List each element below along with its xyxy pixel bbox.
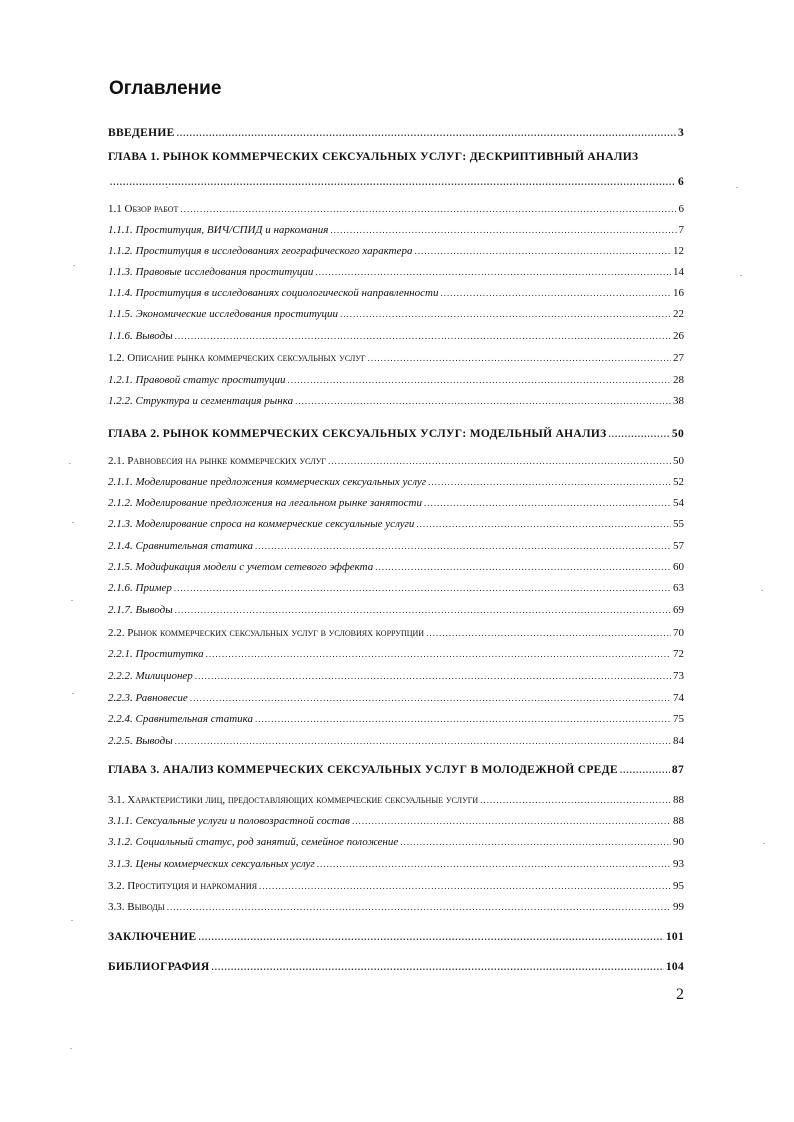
- toc-entry-label: 1.1.2. Проституция в исследованиях географического характера: [108, 245, 413, 257]
- toc-entry-label: ВВЕДЕНИЕ: [108, 127, 175, 139]
- scan-speck: [71, 600, 73, 601]
- dot-leader: [110, 176, 676, 189]
- page-title: Оглавление: [109, 78, 222, 99]
- toc-entry-page: 90: [673, 836, 684, 848]
- toc-entry-label: 2.2.3. Равновесие: [108, 692, 188, 704]
- toc-entry[interactable]: [108, 330, 684, 343]
- toc-entry[interactable]: [108, 245, 684, 258]
- dot-leader: [295, 395, 671, 408]
- toc-entry-label: 2.2.2. Милиционер: [108, 670, 193, 682]
- toc-entry[interactable]: [108, 764, 684, 777]
- toc-entry[interactable]: [108, 308, 684, 321]
- toc-entry-page: 14: [673, 266, 684, 278]
- dot-leader: [198, 931, 663, 944]
- toc-entry-page: 74: [673, 692, 684, 704]
- toc-entry-label: 2.2. Рынок коммерческих сексуальных услуг в условиях коррупции: [108, 627, 425, 639]
- dot-leader: [317, 858, 671, 871]
- dot-leader: [167, 901, 671, 914]
- dot-leader: [206, 648, 671, 661]
- toc-entry-label: 2.1.2. Моделирование предложения на легальном рынке занятости: [108, 497, 422, 509]
- dot-leader: [259, 880, 671, 893]
- toc-entry-page: 27: [673, 352, 684, 364]
- scan-speck: [761, 590, 763, 591]
- scan-speck: [72, 522, 74, 523]
- toc-entry-label: 1.1.6. Выводы: [108, 330, 173, 342]
- dot-leader: [175, 735, 671, 748]
- toc-entry[interactable]: [108, 794, 684, 807]
- toc-entry-label: 2.2.4. Сравнительная статика: [108, 713, 254, 725]
- scan-speck: [763, 843, 765, 844]
- toc-entry-label: 2.1.3. Моделирование спроса на коммерческие сексуальные услуги: [108, 518, 415, 530]
- dot-leader: [428, 476, 671, 489]
- toc-entry[interactable]: [108, 692, 684, 705]
- dot-leader: [175, 330, 671, 343]
- toc-entry-page: 38: [673, 395, 684, 407]
- toc-entry-label: 1.2.1. Правовой статус проституции: [108, 374, 286, 386]
- toc-entry-label: 1.1.1. Проституция, ВИЧ/СПИД и наркомания: [108, 224, 329, 236]
- toc-entry-page: 6: [677, 176, 684, 188]
- toc-entry-label: ГЛАВА 3. АНАЛИЗ КОММЕРЧЕСКИХ СЕКСУАЛЬНЫХ УСЛУГ В МОЛОДЕЖНОЙ СРЕДЕ: [108, 764, 618, 776]
- dot-leader: [174, 582, 671, 595]
- toc-entry[interactable]: [108, 582, 684, 595]
- toc-entry-page: 88: [673, 815, 684, 827]
- dot-leader: [620, 764, 670, 777]
- toc-entry-label: 2.1. Равновесия на рынке коммерческих услуг: [108, 455, 326, 467]
- toc-entry[interactable]: [108, 836, 684, 849]
- toc-entry-page: 73: [673, 670, 684, 682]
- toc-entry-page: 52: [673, 476, 684, 488]
- toc-entry-page: 16: [673, 287, 684, 299]
- toc-entry[interactable]: [108, 815, 684, 828]
- dot-leader: [190, 692, 671, 705]
- scan-speck: [736, 187, 738, 188]
- dot-leader: [426, 627, 671, 640]
- scan-speck: [71, 920, 73, 921]
- toc-entry-page: 69: [673, 604, 684, 616]
- dot-leader: [609, 428, 670, 441]
- toc-entry-page: 63: [673, 582, 684, 594]
- toc-entry[interactable]: [108, 266, 684, 279]
- dot-leader: [177, 127, 676, 140]
- dot-leader: [340, 308, 671, 321]
- toc-entry-page: 12: [673, 245, 684, 257]
- toc-entry-label: ГЛАВА 2. РЫНОК КОММЕРЧЕСКИХ СЕКСУАЛЬНЫХ УСЛУГ: МОДЕЛЬНЫЙ АНАЛИЗ: [108, 428, 607, 440]
- scan-speck: [73, 265, 75, 266]
- toc-entry-page: 54: [673, 497, 684, 509]
- toc-entry-label: 3.1.1. Сексуальные услуги и половозрастной состав: [108, 815, 350, 827]
- toc-entry-label: 2.1.5. Модификация модели с учетом сетевого эффекта: [108, 561, 374, 573]
- toc-entry[interactable]: [108, 961, 684, 974]
- toc-entry[interactable]: [108, 648, 684, 661]
- toc-entry[interactable]: [108, 561, 684, 574]
- toc-entry-page: 22: [673, 308, 684, 320]
- toc-entry[interactable]: [108, 374, 684, 387]
- toc-entry-page: 95: [673, 880, 684, 892]
- toc-chapter-heading: ГЛАВА 1. РЫНОК КОММЕРЧЕСКИХ СЕКСУАЛЬНЫХ УСЛУГ: ДЕСКРИПТИВНЫЙ АНАЛИЗ: [108, 151, 639, 163]
- toc-entry[interactable]: [108, 455, 684, 468]
- toc-entry[interactable]: [108, 540, 684, 553]
- toc-entry[interactable]: [108, 203, 684, 216]
- toc-entry-page: 26: [673, 330, 684, 342]
- scan-speck: [70, 1048, 72, 1049]
- dot-leader: [424, 497, 671, 510]
- dot-leader: [328, 455, 671, 468]
- toc-entry-page: 87: [671, 764, 684, 776]
- toc-entry[interactable]: [108, 901, 684, 914]
- toc-entry-page: 60: [673, 561, 684, 573]
- scan-speck: [69, 463, 71, 464]
- toc-entry-page: 55: [673, 518, 684, 530]
- toc-entry[interactable]: [108, 352, 684, 365]
- toc-entry-page: 93: [673, 858, 684, 870]
- toc-entry-label: 1.1.4. Проституция в исследованиях социологической направленности: [108, 287, 439, 299]
- scan-speck: [72, 693, 74, 694]
- toc-entry-label: БИБЛИОГРАФИЯ: [108, 961, 210, 973]
- toc-entry-page: 101: [665, 931, 684, 943]
- toc-entry-label: 2.1.7. Выводы: [108, 604, 173, 616]
- toc-entry-label: 1.2. Описание рынка коммерческих сексуальных услуг: [108, 352, 366, 364]
- dot-leader: [255, 540, 671, 553]
- toc-entry-label: 2.1.4. Сравнительная статика: [108, 540, 254, 552]
- toc-entry[interactable]: [108, 858, 684, 871]
- toc-entry-page: 84: [673, 735, 684, 747]
- toc-entry-label: 2.1.1. Моделирование предложения коммерческих сексуальных услуг: [108, 476, 427, 488]
- toc-entry[interactable]: [108, 713, 684, 726]
- scan-speck: [740, 275, 742, 276]
- toc-entry-page: 6: [678, 203, 684, 215]
- toc-entry-page: 104: [665, 961, 684, 973]
- dot-leader: [195, 670, 671, 683]
- toc-entry-label: 1.1.5. Экономические исследования проституции: [108, 308, 339, 320]
- toc-entry-page: 7: [678, 224, 684, 236]
- dot-leader: [287, 374, 671, 387]
- toc-entry[interactable]: [108, 428, 684, 441]
- toc-entry-page: 3: [677, 127, 684, 139]
- dot-leader: [212, 961, 664, 974]
- toc-entry[interactable]: [108, 604, 684, 617]
- toc-entry[interactable]: [108, 287, 684, 300]
- dot-leader: [315, 266, 671, 279]
- toc-entry-page: 28: [673, 374, 684, 386]
- dot-leader: [480, 794, 671, 807]
- toc-entry[interactable]: [108, 395, 684, 408]
- toc-entry-label: 3.2. Проституция и наркомания: [108, 880, 258, 892]
- toc-entry[interactable]: [108, 176, 684, 189]
- toc-entry-page: 88: [673, 794, 684, 806]
- toc-entry[interactable]: [108, 224, 684, 237]
- toc-entry[interactable]: [108, 931, 684, 944]
- dot-leader: [440, 287, 671, 300]
- dot-leader: [368, 352, 671, 365]
- dot-leader: [180, 203, 676, 216]
- dot-leader: [400, 836, 671, 849]
- page-number: 2: [676, 986, 684, 1003]
- toc-entry[interactable]: [108, 476, 684, 489]
- toc-entry-page: 75: [673, 713, 684, 725]
- toc-entry[interactable]: [108, 627, 684, 640]
- dot-leader: [175, 604, 671, 617]
- toc-entry-page: 50: [671, 428, 684, 440]
- toc-entry[interactable]: [108, 127, 684, 140]
- toc-entry-label: 1.2.2. Структура и сегментация рынка: [108, 395, 294, 407]
- scan-speck: [166, 187, 168, 188]
- toc-entry-label: 1.1 Обзор работ: [108, 203, 179, 215]
- dot-leader: [330, 224, 676, 237]
- toc-entry-label: 3.1.2. Социальный статус, род занятий, семейное положение: [108, 836, 399, 848]
- toc-entry-label: 3.3. Выводы: [108, 901, 165, 913]
- toc-entry-label: 2.1.6. Пример: [108, 582, 172, 594]
- dot-leader: [416, 518, 671, 531]
- toc-entry-page: 50: [673, 455, 684, 467]
- toc-entry[interactable]: [108, 497, 684, 510]
- toc-entry-label: 3.1. Характеристики лиц, предоставляющих коммерческие сексуальные услуги: [108, 794, 479, 806]
- toc-entry-page: 57: [673, 540, 684, 552]
- toc-entry[interactable]: [108, 880, 684, 893]
- toc-entry[interactable]: [108, 735, 684, 748]
- toc-entry-label: 2.2.5. Выводы: [108, 735, 173, 747]
- toc-entry-label: 3.1.3. Цены коммерческих сексуальных услуг: [108, 858, 315, 870]
- toc-entry-page: 72: [673, 648, 684, 660]
- toc-entry-label: ЗАКЛЮЧЕНИЕ: [108, 931, 197, 943]
- dot-leader: [352, 815, 671, 828]
- toc-entry-page: 70: [673, 627, 684, 639]
- toc-entry-label: 2.2.1. Проститутка: [108, 648, 204, 660]
- toc-entry[interactable]: [108, 670, 684, 683]
- toc-entry-page: 99: [673, 901, 684, 913]
- dot-leader: [375, 561, 671, 574]
- toc-entry-label: 1.1.3. Правовые исследования проституции: [108, 266, 314, 278]
- dot-leader: [255, 713, 671, 726]
- toc-entry[interactable]: [108, 518, 684, 531]
- dot-leader: [414, 245, 671, 258]
